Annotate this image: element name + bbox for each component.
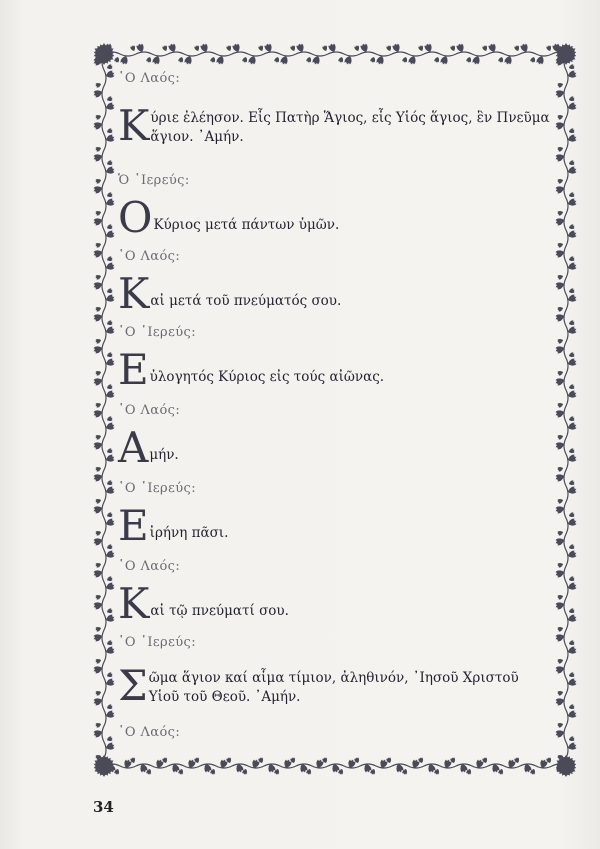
vine-leaf-icon	[106, 224, 113, 230]
vine-leaf-icon	[106, 576, 113, 582]
role-label: Ὁ ῾Ιερεύς:	[118, 173, 190, 188]
vine-leaf-icon	[106, 448, 113, 454]
vine-leaf-icon	[568, 480, 575, 486]
vine-leaf-icon	[338, 56, 344, 63]
verse-text: αἰ μετά τοῦ πνεύματός σου.	[150, 293, 342, 309]
vine-leaf-icon	[95, 626, 102, 632]
vine-leaf-icon	[106, 640, 113, 646]
vine-leaf-icon	[568, 128, 575, 134]
vine-leaf-icon	[568, 608, 575, 614]
vine-leaf-icon	[146, 56, 152, 63]
liturgy-block	[118, 634, 558, 709]
role-label: ῾Ο Λαός:	[118, 71, 181, 86]
vine-leaf-icon	[557, 626, 564, 632]
vine-leaf-icon	[514, 45, 520, 52]
drop-cap: Κ	[118, 579, 150, 628]
vine-leaf-icon	[568, 320, 575, 326]
vine-leaf-icon	[568, 160, 575, 166]
vine-leaf-icon	[95, 722, 102, 728]
vine-leaf-icon	[194, 45, 200, 52]
verse-line	[118, 579, 558, 628]
vine-leaf-icon	[106, 128, 113, 134]
vine-leaf-icon	[106, 256, 113, 262]
vine-leaf-icon	[95, 498, 102, 504]
verse-line	[118, 101, 558, 150]
vine-leaf-icon	[568, 416, 575, 422]
vine-leaf-icon	[95, 178, 102, 184]
vine-leaf-icon	[178, 56, 184, 63]
vine-leaf-icon	[568, 704, 575, 710]
vine-leaf-icon	[226, 45, 232, 52]
vine-leaf-icon	[568, 736, 575, 742]
verse-line	[118, 423, 558, 472]
vine-leaf-icon	[95, 146, 102, 152]
vine-leaf-icon	[568, 224, 575, 230]
vine-leaf-icon	[546, 45, 552, 52]
vine-leaf-icon	[568, 352, 575, 358]
vine-leaf-icon	[568, 256, 575, 262]
vine-leaf-icon	[386, 45, 392, 52]
vine-leaf-icon	[434, 56, 440, 63]
vine-leaf-icon	[106, 64, 113, 70]
vine-leaf-icon	[370, 56, 376, 63]
liturgy-block	[118, 70, 558, 149]
drop-cap: Ε	[118, 345, 149, 394]
verse-text: ἰρήνη πᾶσι.	[149, 525, 229, 541]
drop-cap: Σ	[118, 661, 148, 710]
vine-leaf-icon	[290, 45, 296, 52]
role-label: ῾Ο ῾Ιερεύς:	[118, 325, 197, 340]
verse-line	[118, 269, 558, 318]
vine-leaf-icon	[106, 352, 113, 358]
verse-text: ῶμα ἅγιον καί αἷμα τίμιον, ἀληθινόν, ᾿Ιησοῦ Χριστοῦ Υἱοῦ τοῦ Θεοῦ. ᾿Αμήν.	[148, 670, 519, 705]
vine-leaf-icon	[402, 56, 408, 63]
role-label: ῾Ο Λαός:	[118, 403, 181, 418]
vine-leaf-icon	[95, 402, 102, 408]
vine-leaf-icon	[95, 82, 102, 88]
vine-leaf-icon	[106, 512, 113, 518]
verse-line	[118, 501, 558, 550]
vine-leaf-icon	[306, 56, 312, 63]
vine-leaf-icon	[114, 56, 120, 63]
vine-leaf-icon	[106, 480, 113, 486]
verse-text: ύριε ἐλέησον. Εἷς Πατὴρ Ἅγιος, εἷς Υἱός ἅγιος, ἓν Πνεῦμα ἅγιον. ᾿Αμήν.	[150, 110, 550, 145]
vine-leaf-icon	[95, 306, 102, 312]
vine-leaf-icon	[106, 96, 113, 102]
vine-leaf-icon	[130, 45, 136, 52]
vine-leaf-icon	[106, 544, 113, 550]
liturgy-block	[118, 724, 558, 742]
liturgy-block	[118, 480, 558, 550]
vine-leaf-icon	[568, 640, 575, 646]
verse-text: ὐλογητός Κύριος εἰς τούς αἰῶνας.	[149, 369, 385, 385]
vine-leaf-icon	[568, 64, 575, 70]
liturgy-block	[118, 402, 558, 472]
vine-leaf-icon	[106, 384, 113, 390]
vine-leaf-icon	[95, 594, 102, 600]
vine-leaf-icon	[162, 45, 168, 52]
page-number: 34	[93, 798, 114, 816]
vine-leaf-icon	[568, 96, 575, 102]
role-label: ῾Ο Λαός:	[118, 249, 181, 264]
verse-line	[118, 193, 558, 242]
drop-cap: Α	[118, 423, 149, 472]
vine-leaf-icon	[210, 56, 216, 63]
vine-leaf-icon	[95, 466, 102, 472]
drop-cap: Κ	[118, 269, 150, 318]
vine-leaf-icon	[95, 114, 102, 120]
vine-leaf-icon	[258, 45, 264, 52]
liturgy-block	[118, 324, 558, 394]
liturgy-block	[118, 248, 558, 318]
vine-leaf-icon	[568, 672, 575, 678]
verse-line	[118, 345, 558, 394]
vine-leaf-icon	[95, 370, 102, 376]
vine-leaf-icon	[106, 288, 113, 294]
liturgy-block	[118, 558, 558, 628]
vine-leaf-icon	[95, 242, 102, 248]
vine-leaf-icon	[242, 56, 248, 63]
drop-cap: Ε	[118, 501, 149, 550]
vine-leaf-icon	[568, 576, 575, 582]
role-label: ῾Ο Λαός:	[118, 559, 181, 574]
vine-leaf-icon	[95, 434, 102, 440]
vine-leaf-icon	[482, 45, 488, 52]
vine-leaf-icon	[466, 56, 472, 63]
vine-leaf-icon	[95, 562, 102, 568]
vine-leaf-icon	[95, 690, 102, 696]
vine-leaf-icon	[106, 160, 113, 166]
vine-leaf-icon	[322, 45, 328, 52]
vine-leaf-icon	[106, 416, 113, 422]
vine-leaf-icon	[568, 512, 575, 518]
role-label: ῾Ο Λαός:	[118, 725, 181, 740]
vine-leaf-icon	[95, 530, 102, 536]
role-label: ῾Ο ῾Ιερεύς:	[118, 481, 197, 496]
vine-leaf-icon	[530, 56, 536, 63]
role-label: ῾Ο ῾Ιερεύς:	[118, 635, 197, 650]
vine-leaf-icon	[106, 736, 113, 742]
verse-line	[118, 661, 558, 710]
verse-text: μήν.	[149, 447, 179, 463]
vine-leaf-icon	[106, 192, 113, 198]
vine-leaf-icon	[418, 45, 424, 52]
verse-text: Κύριος μετά πάντων ὑμῶν.	[153, 217, 340, 233]
vine-leaf-icon	[95, 274, 102, 280]
vine-leaf-icon	[354, 45, 360, 52]
vine-leaf-icon	[568, 192, 575, 198]
vine-leaf-icon	[450, 45, 456, 52]
verse-text: αἰ τῷ πνεύματί σου.	[150, 603, 289, 619]
vine-leaf-icon	[274, 56, 280, 63]
vine-leaf-icon	[106, 704, 113, 710]
vine-leaf-icon	[106, 672, 113, 678]
drop-cap: Κ	[118, 101, 150, 150]
vine-leaf-icon	[95, 658, 102, 664]
drop-cap: Ο	[118, 193, 153, 242]
vine-leaf-icon	[498, 56, 504, 63]
vine-leaf-icon	[557, 466, 564, 472]
vine-leaf-icon	[106, 608, 113, 614]
vine-leaf-icon	[568, 288, 575, 294]
liturgy-block	[118, 172, 558, 242]
vine-leaf-icon	[568, 544, 575, 550]
vine-leaf-icon	[95, 210, 102, 216]
vine-leaf-icon	[106, 320, 113, 326]
vine-leaf-icon	[95, 338, 102, 344]
vine-leaf-icon	[568, 448, 575, 454]
vine-leaf-icon	[568, 384, 575, 390]
